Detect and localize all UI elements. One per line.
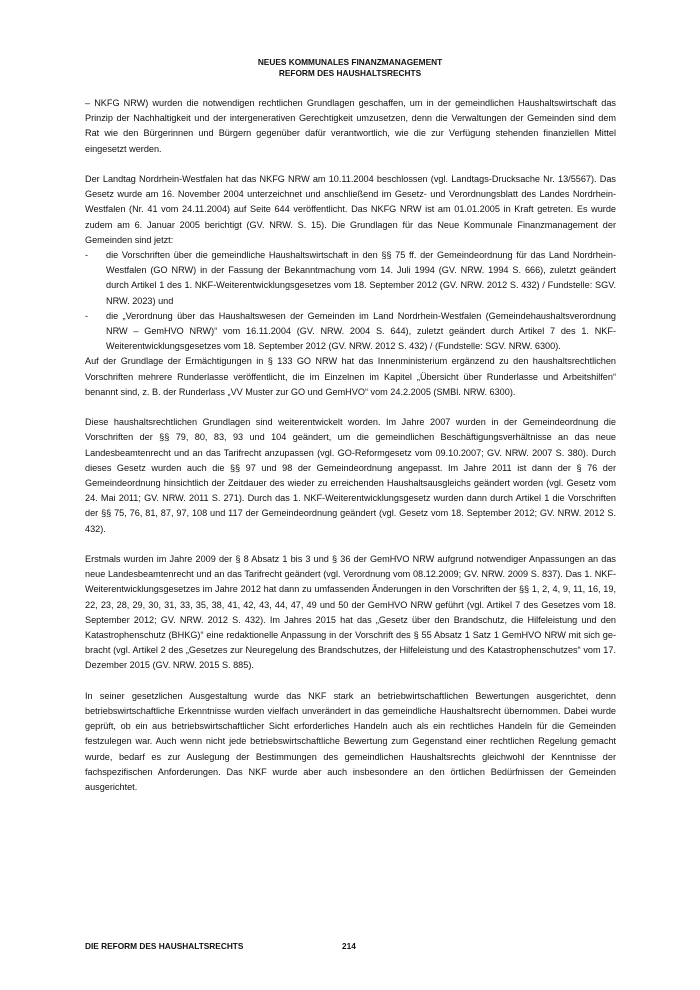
page-number: 214	[342, 941, 356, 951]
paragraph-4: Diese haushaltsrechtlichen Grundlagen sind weiterentwickelt worden. Im Jahre 2007 wurden in der Gemeindeordnung die Vorschriften der §§ 79, 80, 83, 93 und 104 geändert, um die gemeindlichen Beschäftigungsverhältnisse an das neue Landesbeamtenrecht und an das Tarifrecht anzupassen (vgl. GO-Reformgesetz vom 09.10.2007; GV. NRW. 2007 S. 380). Durch dieses Gesetz wurden auch die §§ 97 und 98 der Gemeindeordnung angepasst. Im Jahre 2011 ist dann der § 76 der Gemeindeordnung hinsichtlich der Zeitdauer des wieder zu erreichenden Haushaltsausgleichs geändert worden (vgl. Gesetz vom 24. Mai 2011; GV. NRW. 2011 S. 271). Durch das 1. NKF-Weiterentwicklungsgesetz wurden dann durch Artikel 1 die Vorschriften der §§ 75, 76, 81, 87, 97, 108 und 117 der Gemeindeordnung geändert (vgl. Gesetz vom 18. September 2012; GV. NRW. 2012 S. 432).	[85, 417, 616, 534]
paragraph-1: – NKFG NRW) wurden die notwendigen rechtlichen Grundlagen geschaffen, um in der gemeindlichen Haushaltswirtschaft das Prinzip der Nachhaltigkeit und der intergenerativen Gerechtigkeit umzusetzen, denn die Verwaltungen der Gemeinden sind dem Rat wie den Bürgerinnen und Bürgern gegenüber dafür verantwortlich, wie die zur Verfügung stehenden finanziellen Mittel eingesetzt werden.	[85, 98, 616, 154]
bullet-marker: -	[85, 250, 89, 261]
page-header	[0, 57, 700, 78]
list-item	[85, 248, 616, 309]
header-title: NEUES KOMMUNALES FINANZMANAGEMENT	[257, 57, 443, 67]
bullet-marker: -	[85, 310, 89, 321]
body-text	[85, 96, 616, 810]
paragraph-2: Der Landtag Nordrhein-Westfalen hat das NKFG NRW am 10.11.2004 beschlossen (vgl. Landtags-Drucksache Nr. 13/5567). Das Gesetz wurde am 16. November 2004 unterzeichnet und anschließend im Gesetz- und Verordnungsblatt des Landes Nordrhein-Westfalen (Nr. 41 vom 24.11.2004) auf Seite 644 veröffentlicht. Das NKFG NRW ist am 01.01.2005 in Kraft getreten. Es wurde zudem am 6. Januar 2005 berichtigt (GV. NRW. S. 15). Die Grundlagen für das Neue Kommunale Finanzmanagement der Gemeinden sind jetzt:	[85, 174, 616, 245]
page-footer	[85, 941, 616, 952]
list-item-text: die Vorschriften über die gemeindliche Haushaltswirtschaft in den §§ 75 ff. der Gemeindeordnung für das Land Nordrhein-Westfalen (GO NRW) in der Fassung der Bekanntmachung vom 14. Juli 1994 (GV. NRW. 1994 S. 666), zuletzt geändert durch Artikel 1 des 1. NKF-Weiterentwicklungsgesetzes vom 18. September 2012 (GV. NRW. 2012 S. 432) / Fundstelle: SGV. NRW. 2023) und	[106, 250, 616, 306]
list-item-text: die „Verordnung über das Haushaltswesen der Gemeinden im Land Nordrhein-Westfalen (Gemeindehaushaltsverordnung NRW – GemHVO NRW)“ vom 16.11.2004 (GV. NRW. 2004 S. 644), zuletzt geändert durch Artikel 7 des 1. NKF-Weiterentwicklungsgesetzes vom 18. September 2012 (GV. NRW. 2012 S. 432) / (Fundstelle: SGV. NRW. 6300).	[106, 310, 616, 352]
list-item	[85, 309, 616, 355]
paragraph-6: In seiner gesetzlichen Ausgestaltung wurde das NKF stark an betriebwirtschaftlichen Bewertungen ausgerichtet, denn betriebswirtschaftliche Erkenntnisse wurden vielfach unverändert in das gemeindliche Haushaltsrecht übernommen. Dabei wurde geprüft, ob ein aus betriebswirtschaftlicher Sicht erforderliches Handeln auch als ein rechtliches Handeln für die Gemeinden festzulegen war. Auch wenn nicht jede betriebswirtschaftliche Bewertung zum Gegenstand einer rechtlichen Regelung gemacht wurde, bedarf es zur Auslegung der Bestimmungen des gemeindlichen Haushaltsrechts gleichwohl der Kenntnisse der fachspezifischen Anforderungen. Das NKF wurde aber auch insbesondere an den örtlichen Bedürfnissen der Gemeinden ausgerichtet.	[85, 690, 616, 793]
header-subtitle: REFORM DES HAUSHALTSRECHTS	[278, 67, 422, 78]
bullet-list	[85, 248, 616, 354]
paragraph-3: Auf der Grundlage der Ermächtigungen in § 133 GO NRW hat das Innenministerium ergänzend zu den haushaltsrechtlichen Vorschriften mehrere Runderlasse veröffentlicht, die im Einzelnen im Kapitel „Übersicht über Runderlasse und Arbeitshilfen“ benannt sind, z. B. der Runderlass „VV Muster zur GO und GemHVO“ vom 24.2.2005 (SMBl. NRW. 6300).	[85, 356, 616, 397]
footer-title: DIE REFORM DES HAUSHALTSRECHTS	[85, 941, 244, 951]
paragraph-5: Erstmals wurden im Jahre 2009 der § 8 Absatz 1 bis 3 und § 36 der GemHVO NRW aufgrund notwendiger Anpassungen an das neue Landesbeamtenrecht und an das Tarifrecht geändert (vgl. Verordnung vom 08.12.2009; GV. NRW. 2009 S. 837). Das 1. NKF-Weiterentwicklungsgesetzes im Jahre 2012 hat dann zu umfassenden Änderungen in den Vorschriften der §§ 1, 2, 4, 9, 11, 16, 19, 22, 23, 28, 29, 30, 31, 33, 35, 38, 41, 42, 43, 44, 47, 49 und 50 der GemHVO NRW geführt (vgl. Artikel 7 des Gesetzes vom 18. September 2012; GV. NRW. 2012 S. 432). Im Jahres 2015 hat das „Gesetz über den Brandschutz, die Hilfeleistung und den Katastrophenschutz (BHKG)“ eine redaktionelle Anpassung in der Vorschrift des § 55 Absatz 1 Satz 1 GemHVO NRW mit sich gebracht (vgl. Artikel 2 des „Gesetzes zur Neuregelung des Brandschutzes, der Hilfeleistung und des Katastrophenschutzes“ vom 17. Dezember 2015 (GV. NRW. 2015 S. 885).	[85, 554, 616, 671]
